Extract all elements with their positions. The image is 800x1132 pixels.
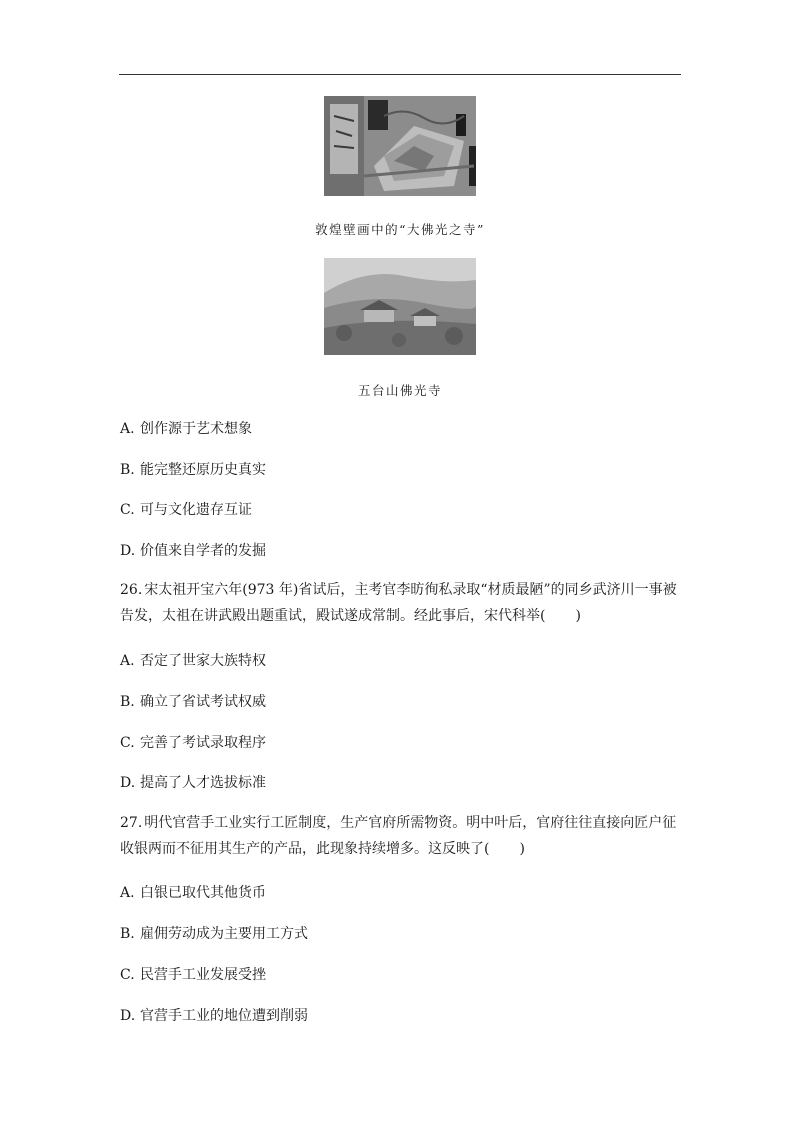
option-text: 民营手工业发展受挫 <box>140 967 266 983</box>
option-a[interactable] <box>120 418 252 438</box>
option-a[interactable] <box>120 882 266 902</box>
option-text: 白银已取代其他货币 <box>140 885 266 901</box>
question-stem: 明代官营手工业实行工匠制度，生产官府所需物资。明中叶后，官府往往直接向匠户征收银两而不征用其生产的产品，此现象持续增多。这反映了( <box>120 815 677 857</box>
header-rule <box>119 74 681 75</box>
answer-paren-close: ) <box>575 608 581 624</box>
question-26 <box>120 577 680 629</box>
option-letter: D. <box>120 775 136 791</box>
option-letter: A. <box>120 421 135 437</box>
option-c[interactable] <box>120 732 266 752</box>
option-text: 价值来自学者的发掘 <box>140 543 266 559</box>
option-text: 完善了考试录取程序 <box>140 735 266 751</box>
question-stem: 宋太祖开宝六年(973 年)省试后，主考官李昉徇私录取“材质最陋”的同乡武济川一事被告发，太祖在讲武殿出题重试，殿试遂成常制。经此事后，宋代科举( <box>120 582 677 624</box>
option-b[interactable] <box>120 459 266 479</box>
option-b[interactable] <box>120 691 266 711</box>
option-a[interactable] <box>120 650 266 670</box>
option-c[interactable] <box>120 499 252 519</box>
figure-caption-1: 敦煌壁画中的“大佛光之寺” <box>315 222 485 237</box>
option-text: 确立了省试考试权威 <box>140 694 266 710</box>
option-c[interactable] <box>120 964 266 984</box>
foguang-temple-photo <box>324 258 476 355</box>
option-b[interactable] <box>120 923 308 943</box>
option-text: 提高了人才选拔标准 <box>140 775 266 791</box>
option-letter: A. <box>120 653 135 669</box>
option-text: 能完整还原历史真实 <box>140 462 266 478</box>
option-d[interactable] <box>120 772 266 792</box>
option-text: 官营手工业的地位遭到削弱 <box>140 1008 308 1024</box>
option-letter: B. <box>120 462 135 478</box>
option-letter: C. <box>120 735 135 751</box>
option-text: 否定了世家大族特权 <box>140 653 266 669</box>
option-d[interactable] <box>120 1005 308 1025</box>
question-27 <box>120 810 680 862</box>
option-letter: D. <box>120 543 136 559</box>
option-text: 雇佣劳动成为主要用工方式 <box>140 926 308 942</box>
question-number: 26. <box>120 582 143 598</box>
figure-caption-2: 五台山佛光寺 <box>357 383 442 398</box>
option-text: 可与文化遗存互证 <box>140 502 252 518</box>
option-letter: C. <box>120 967 135 983</box>
option-letter: A. <box>120 885 135 901</box>
answer-paren-close: ) <box>519 841 525 857</box>
option-letter: C. <box>120 502 135 518</box>
option-letter: B. <box>120 694 135 710</box>
option-letter: D. <box>120 1008 136 1024</box>
option-letter: B. <box>120 926 135 942</box>
question-number: 27. <box>120 815 143 831</box>
option-d[interactable] <box>120 540 266 560</box>
dunhuang-mural-image <box>324 96 476 196</box>
option-text: 创作源于艺术想象 <box>140 421 252 437</box>
